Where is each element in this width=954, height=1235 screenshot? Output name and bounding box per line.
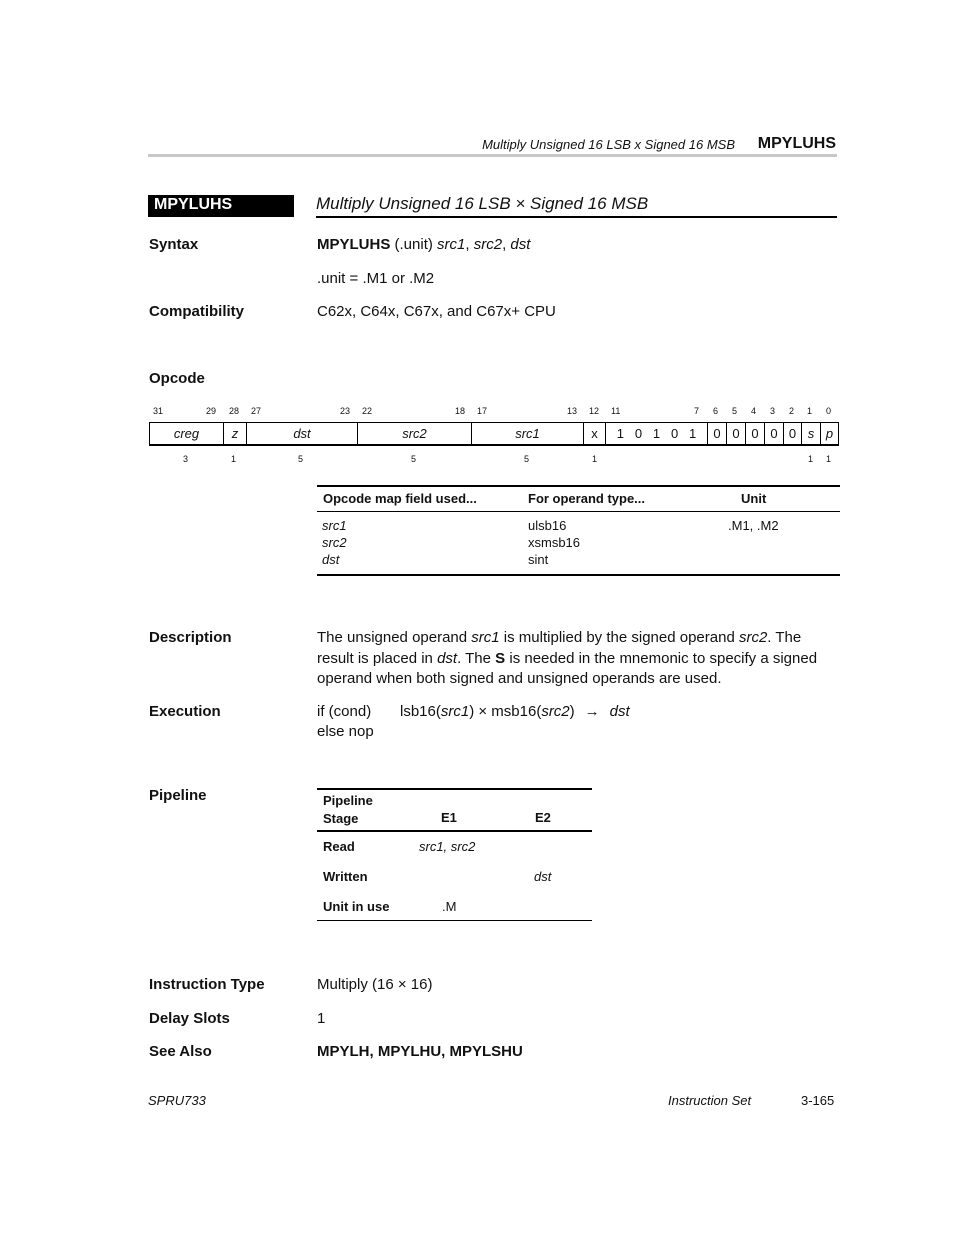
bit-number: 28 [229, 406, 240, 416]
field-width: 1 [231, 454, 237, 464]
opcode-field-bit5: 0 [727, 423, 746, 445]
description-text [317, 628, 842, 690]
opcode-map-field: dst [322, 552, 340, 567]
pipeline-header-e2: E2 [535, 810, 551, 825]
compatibility-value: C62x, C64x, C67x, and C67x+ CPU [317, 303, 556, 320]
syntax-unit-line: .unit = .M1 or .M2 [317, 270, 435, 287]
pipeline-row-name: Read [323, 839, 355, 854]
table-header: For operand type... [528, 491, 646, 506]
field-width: 1 [808, 454, 814, 464]
opcode-label: Opcode [149, 370, 205, 387]
arrow-icon: → [584, 703, 600, 720]
syntax-comma: , [465, 236, 474, 253]
table-header: Opcode map field used... [323, 491, 477, 506]
desc-s: S [495, 649, 506, 667]
field-width: 5 [298, 454, 304, 464]
bit-number: 17 [477, 406, 488, 416]
opcode-field-creg: creg [150, 423, 224, 445]
desc-src2: src2 [738, 629, 768, 646]
table-rule [317, 485, 840, 487]
opcode-field-bits-11-7: 1 0 1 0 1 [606, 423, 708, 445]
execution-cond: if (cond) [317, 703, 372, 720]
compatibility-label: Compatibility [149, 303, 245, 320]
desc-text: is needed in the mnemonic to specify a signed operand when both signed and unsigned operands are used. [317, 649, 822, 687]
bit-number: 6 [713, 406, 719, 416]
bit-number: 2 [789, 406, 795, 416]
desc-dst: dst [437, 649, 458, 667]
field-width: 1 [592, 454, 598, 464]
desc-src1: src1 [471, 629, 500, 646]
bit-number: 18 [455, 406, 466, 416]
opcode-field-box [149, 422, 839, 446]
pipeline-row-e1: .M [442, 899, 457, 914]
execution-else: else nop [317, 723, 374, 740]
execution-label: Execution [149, 703, 221, 720]
field-width: 5 [524, 454, 530, 464]
syntax-src2: src2 [473, 236, 503, 253]
footer-section: Instruction Set [668, 1093, 752, 1108]
opcode-field-x: x [584, 423, 606, 445]
bit-number: 1 [807, 406, 813, 416]
bit-number: 12 [589, 406, 600, 416]
description-label: Description [149, 629, 232, 646]
exec-text: ) [569, 703, 575, 720]
field-width: 3 [183, 454, 189, 464]
pipeline-header: Pipeline [323, 793, 373, 808]
table-header: Unit [741, 491, 767, 506]
opcode-map-unit: .M1, .M2 [728, 518, 779, 533]
bit-number: 4 [751, 406, 757, 416]
syntax-dst: dst [510, 236, 531, 253]
desc-text: The unsigned operand [317, 629, 472, 646]
bit-number: 23 [340, 406, 351, 416]
opcode-map-type: ulsb16 [528, 518, 567, 533]
opcode-field-bit3: 0 [765, 423, 784, 445]
table-rule [317, 574, 840, 576]
desc-text: . The [457, 649, 496, 667]
header-rule [148, 154, 837, 157]
opcode-map-type: xsmsb16 [528, 535, 581, 550]
opcode-field-z: z [224, 423, 247, 445]
exec-text: ) × msb16( [469, 703, 542, 720]
see-also-value: MPYLH, MPYLHU, MPYLSHU [317, 1043, 523, 1060]
pipeline-label: Pipeline [149, 787, 207, 804]
table-rule [317, 830, 592, 832]
desc-text: is multiplied by the signed operand [499, 629, 739, 646]
opcode-field-dst: dst [247, 423, 358, 445]
field-width: 5 [411, 454, 417, 464]
opcode-map-type: sint [528, 552, 549, 567]
syntax-unit: (.unit) [390, 236, 438, 253]
section-description: Multiply Unsigned 16 LSB × Signed 16 MSB [316, 194, 649, 213]
table-rule [317, 788, 592, 790]
footer-doc-id: SPRU733 [148, 1093, 206, 1108]
bit-number: 5 [732, 406, 738, 416]
field-width: 1 [826, 454, 832, 464]
instruction-type-label: Instruction Type [149, 976, 265, 993]
bit-number: 11 [611, 406, 621, 416]
pipeline-row-name: Unit in use [323, 899, 390, 914]
exec-src1: src1 [440, 703, 470, 720]
opcode-field-bit6: 0 [708, 423, 727, 445]
bit-number: 7 [694, 406, 700, 416]
opcode-field-bit2: 0 [784, 423, 802, 445]
opcode-field-s: s [802, 423, 821, 445]
pipeline-header: Stage [323, 811, 359, 826]
pipeline-row-e1: src1, src2 [419, 839, 476, 854]
delay-slots-label: Delay Slots [149, 1010, 230, 1027]
section-rule [316, 216, 837, 218]
syntax-label: Syntax [149, 236, 199, 253]
opcode-field-bit4: 0 [746, 423, 765, 445]
bit-number: 29 [206, 406, 217, 416]
table-rule [317, 511, 840, 512]
opcode-map-field: src2 [322, 535, 347, 550]
opcode-field-src1: src1 [472, 423, 584, 445]
see-also-label: See Also [149, 1043, 212, 1060]
bit-number: 22 [362, 406, 373, 416]
pipeline-header-e1: E1 [441, 810, 457, 825]
syntax-comma: , [502, 236, 511, 253]
syntax-line [317, 236, 530, 253]
pipeline-row-e2: dst [534, 869, 552, 884]
syntax-mnemonic: MPYLUHS [317, 236, 391, 253]
syntax-src1: src1 [437, 236, 466, 253]
running-header-title: Multiply Unsigned 16 LSB x Signed 16 MSB [482, 137, 735, 152]
exec-text: lsb16( [400, 703, 441, 720]
bit-number: 27 [251, 406, 262, 416]
desc-text: . The result is placed in [317, 629, 806, 667]
instruction-type-value: Multiply (16 × 16) [317, 976, 433, 993]
execution-expression [400, 703, 630, 720]
bit-number: 31 [153, 406, 164, 416]
delay-slots-value: 1 [317, 1010, 326, 1027]
section-mnemonic: MPYLUHS [148, 195, 294, 217]
bit-number: 0 [826, 406, 832, 416]
pipeline-row-name: Written [323, 869, 368, 884]
table-rule [317, 920, 592, 921]
opcode-field-src2: src2 [358, 423, 472, 445]
opcode-field-p: p [825, 426, 834, 441]
footer-page-number: 3-165 [801, 1093, 835, 1108]
bit-number: 13 [567, 406, 578, 416]
bit-number: 3 [770, 406, 776, 416]
opcode-map-field: src1 [322, 518, 347, 533]
exec-dst: dst [609, 703, 630, 720]
exec-src2: src2 [541, 703, 570, 720]
running-header-mnemonic: MPYLUHS [757, 135, 836, 152]
